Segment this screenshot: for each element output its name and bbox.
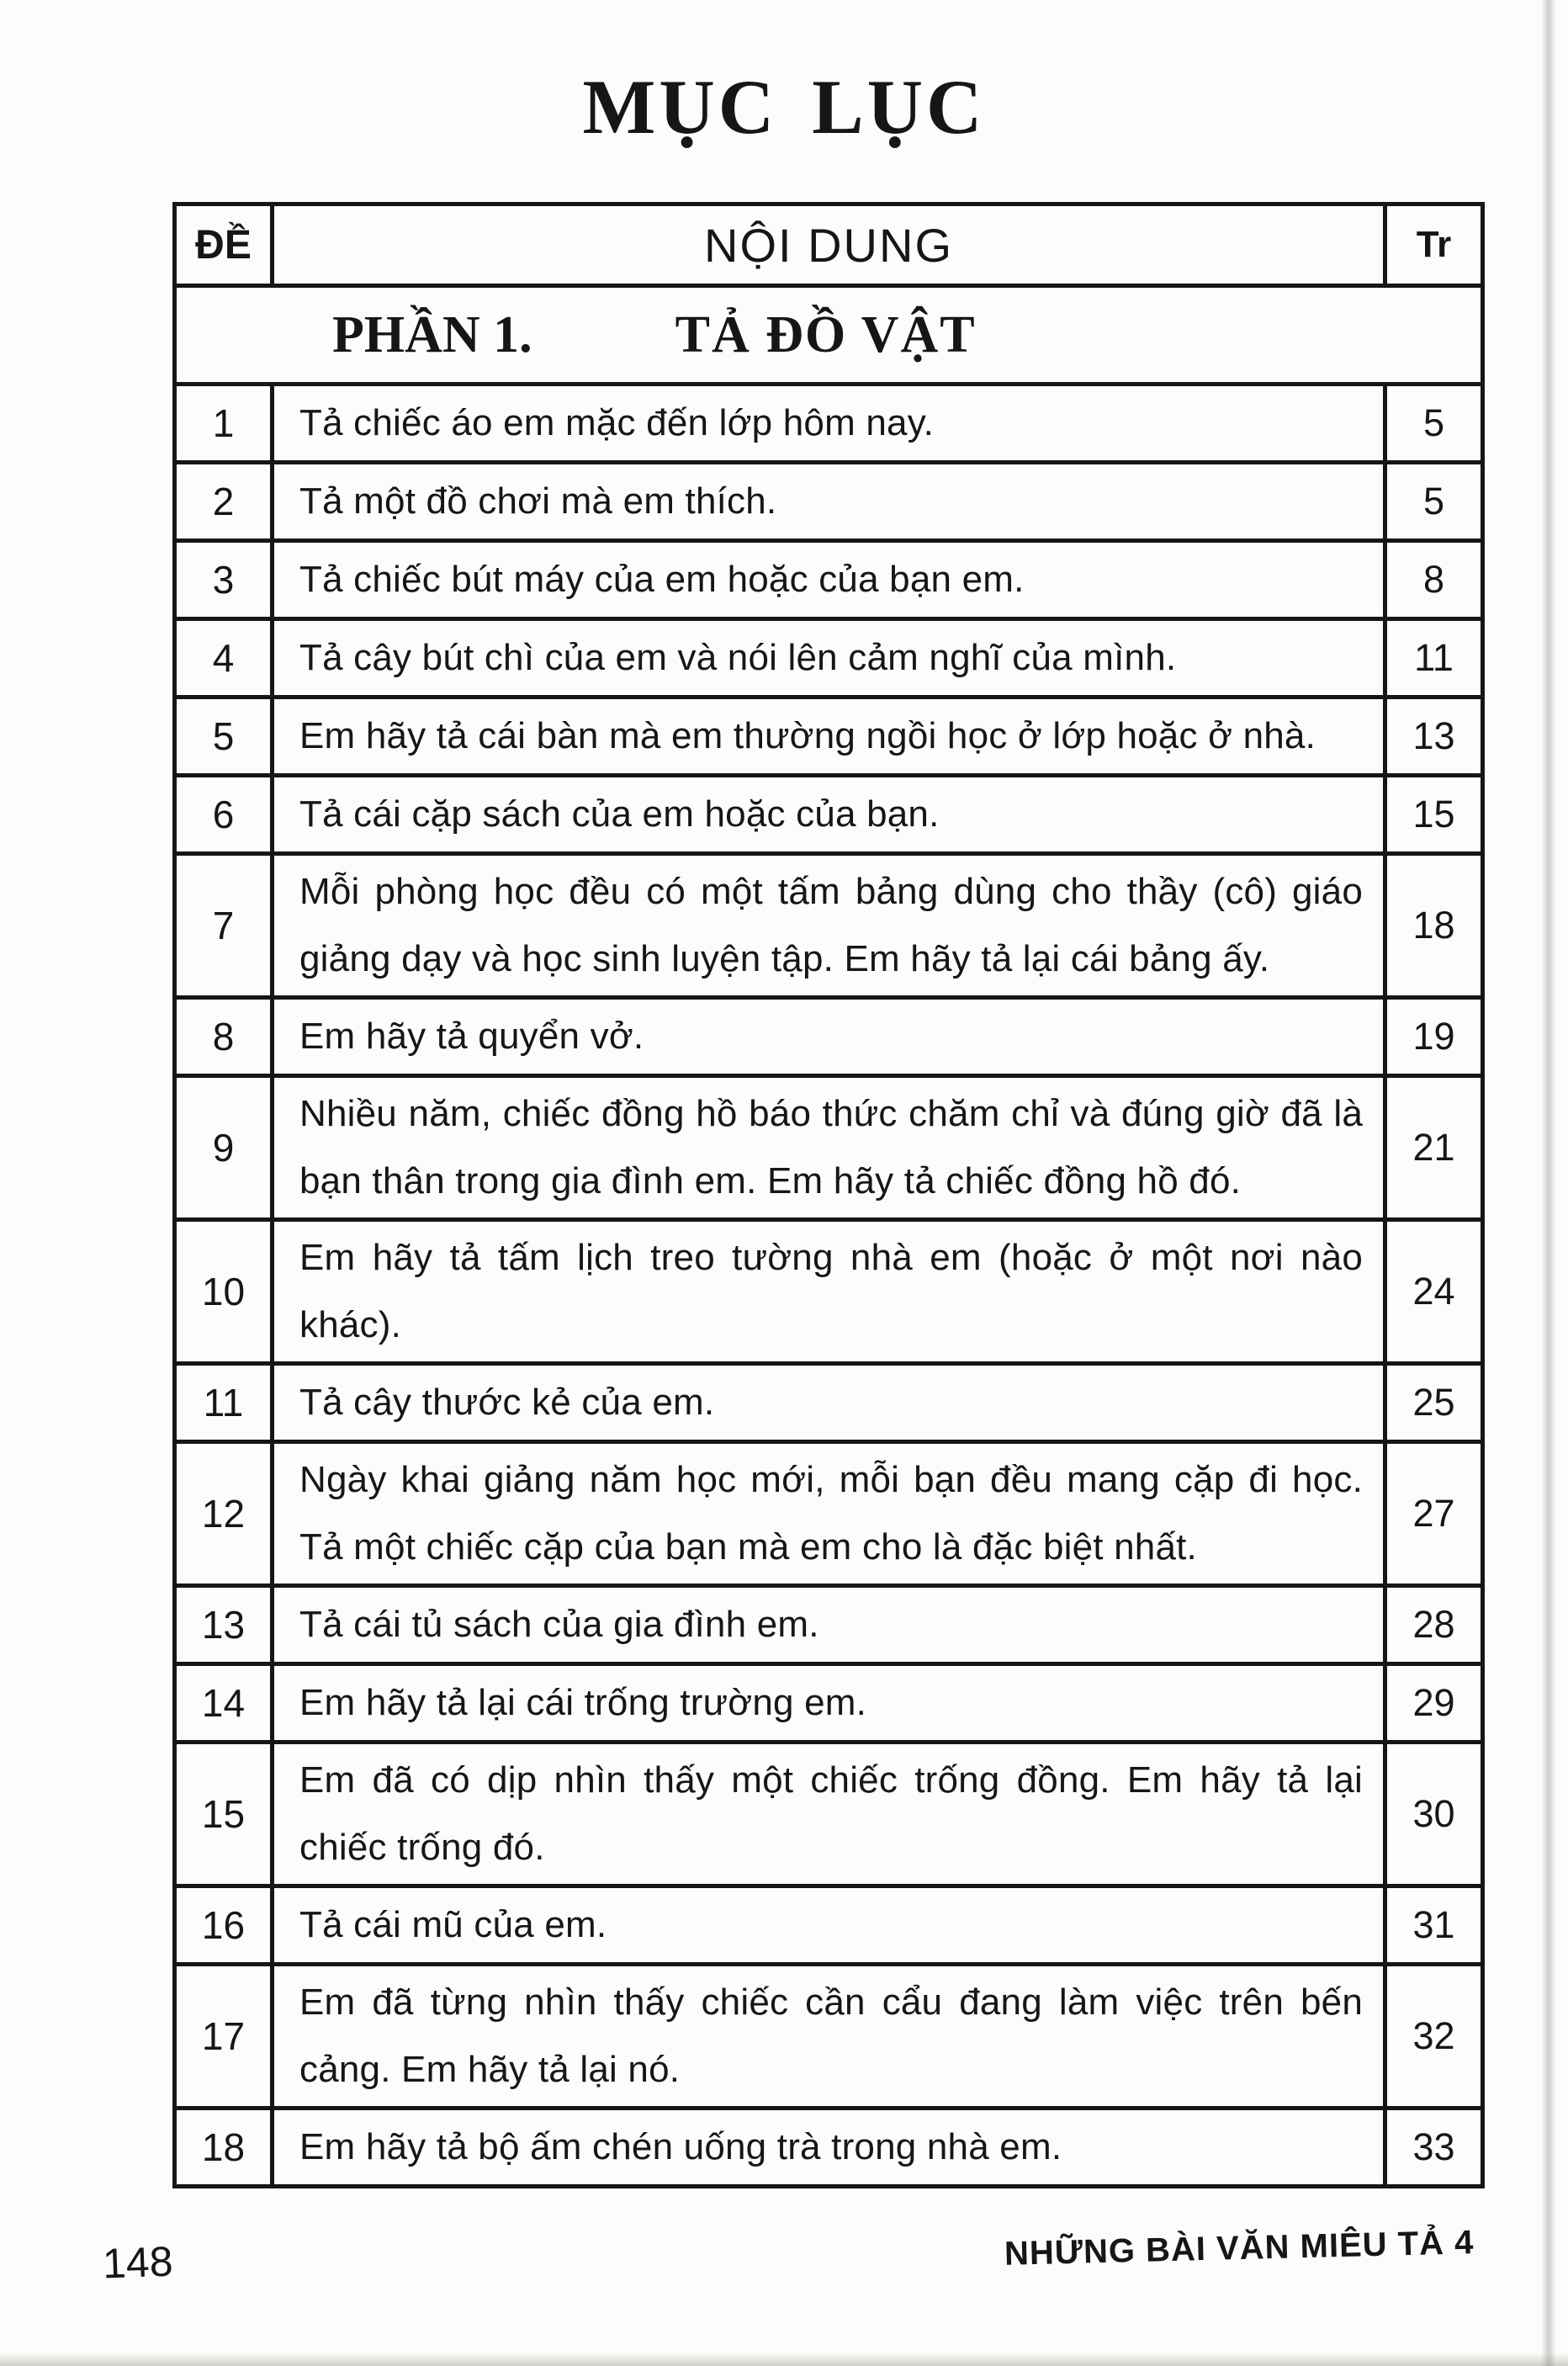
toc-row: [175, 463, 1483, 541]
row-page: 24: [1385, 1220, 1483, 1364]
row-page: 25: [1385, 1364, 1483, 1442]
row-page: 19: [1385, 998, 1483, 1076]
toc-row: [175, 854, 1483, 998]
toc-row: [175, 1743, 1483, 1886]
toc-table: [172, 202, 1485, 2188]
row-number: 9: [175, 1076, 273, 1220]
row-topic: Tả cái tủ sách của gia đình em.: [273, 1586, 1385, 1664]
toc-row: [175, 776, 1483, 854]
toc-row: [175, 541, 1483, 619]
row-page: 28: [1385, 1586, 1483, 1664]
row-topic: Tả cây thước kẻ của em.: [273, 1364, 1385, 1442]
toc-row: [175, 698, 1483, 776]
row-page: 30: [1385, 1743, 1483, 1886]
row-number: 11: [175, 1364, 273, 1442]
row-topic: Tả một đồ chơi mà em thích.: [273, 463, 1385, 541]
footer-page-number: 148: [102, 2237, 174, 2288]
row-topic: Em hãy tả bộ ấm chén uống trà trong nhà em.: [273, 2109, 1385, 2187]
row-topic: Em hãy tả tấm lịch treo tường nhà em (hoặc ở một nơi nào khác).: [273, 1220, 1385, 1364]
row-topic: Em hãy tả quyển vở.: [273, 998, 1385, 1076]
row-number: 1: [175, 385, 273, 463]
toc-row: [175, 1220, 1483, 1364]
row-topic: Mỗi phòng học đều có một tấm bảng dùng cho thầy (cô) giáo giảng dạy và học sinh luyện tập. Em hãy tả lại cái bảng ấy.: [273, 854, 1385, 998]
row-number: 6: [175, 776, 273, 854]
toc-row: [175, 385, 1483, 463]
footer-book-title: NHỮNG BÀI VĂN MIÊU TẢ 4: [1004, 2224, 1475, 2273]
row-page: 18: [1385, 854, 1483, 998]
row-page: 21: [1385, 1076, 1483, 1220]
section-title: TẢ ĐỒ VẬT: [675, 305, 977, 363]
toc-row: [175, 1664, 1483, 1743]
row-number: 15: [175, 1743, 273, 1886]
row-number: 14: [175, 1664, 273, 1743]
row-number: 16: [175, 1886, 273, 1965]
row-topic: Ngày khai giảng năm học mới, mỗi bạn đều mang cặp đi học. Tả một chiếc cặp của bạn mà em cho là đặc biệt nhất.: [273, 1442, 1385, 1586]
toc-header-row: [175, 204, 1483, 286]
row-topic: Tả chiếc bút máy của em hoặc của bạn em.: [273, 541, 1385, 619]
section-cell: [175, 286, 1483, 385]
row-number: 3: [175, 541, 273, 619]
toc-row: [175, 1442, 1483, 1586]
row-page: 31: [1385, 1886, 1483, 1965]
row-topic: Nhiều năm, chiếc đồng hồ báo thức chăm chỉ và đúng giờ đã là bạn thân trong gia đình em. Em hãy tả chiếc đồng hồ đó.: [273, 1076, 1385, 1220]
section-label: PHẦN 1.: [332, 305, 532, 363]
row-page: 32: [1385, 1965, 1483, 2109]
row-page: 5: [1385, 463, 1483, 541]
row-topic: Em đã từng nhìn thấy chiếc cần cẩu đang làm việc trên bến cảng. Em hãy tả lại nó.: [273, 1965, 1385, 2109]
row-topic: Em hãy tả lại cái trống trường em.: [273, 1664, 1385, 1743]
toc-row: [175, 1076, 1483, 1220]
scan-bottom-artifact: [0, 2353, 1568, 2366]
row-number: 13: [175, 1586, 273, 1664]
row-number: 12: [175, 1442, 273, 1586]
toc-row: [175, 619, 1483, 698]
row-page: 29: [1385, 1664, 1483, 1743]
column-header-de: ĐỀ: [175, 204, 273, 286]
row-page: 15: [1385, 776, 1483, 854]
row-topic: Tả cái cặp sách của em hoặc của bạn.: [273, 776, 1385, 854]
toc-row: [175, 1364, 1483, 1442]
row-number: 4: [175, 619, 273, 698]
row-number: 7: [175, 854, 273, 998]
toc-body: [175, 385, 1483, 2187]
column-header-tr: Tr: [1385, 204, 1483, 286]
row-page: 5: [1385, 385, 1483, 463]
section-row: [175, 286, 1483, 385]
row-number: 5: [175, 698, 273, 776]
row-topic: Tả cái mũ của em.: [273, 1886, 1385, 1965]
toc-row: [175, 1586, 1483, 1664]
row-number: 18: [175, 2109, 273, 2187]
toc-row: [175, 998, 1483, 1076]
row-page: 13: [1385, 698, 1483, 776]
row-topic: Em đã có dịp nhìn thấy một chiếc trống đồng. Em hãy tả lại chiếc trống đó.: [273, 1743, 1385, 1886]
row-number: 10: [175, 1220, 273, 1364]
toc-row: [175, 1886, 1483, 1965]
row-page: 33: [1385, 2109, 1483, 2187]
row-number: 2: [175, 463, 273, 541]
scan-edge-artifact: [1541, 0, 1556, 2366]
page-title: MỤC LỤC: [582, 64, 986, 150]
toc-row: [175, 1965, 1483, 2109]
row-page: 11: [1385, 619, 1483, 698]
row-topic: Tả chiếc áo em mặc đến lớp hôm nay.: [273, 385, 1385, 463]
column-header-noidung: NỘI DUNG: [273, 204, 1385, 286]
row-number: 17: [175, 1965, 273, 2109]
row-topic: Em hãy tả cái bàn mà em thường ngồi học ở lớp hoặc ở nhà.: [273, 698, 1385, 776]
toc-row: [175, 2109, 1483, 2187]
row-number: 8: [175, 998, 273, 1076]
row-page: 27: [1385, 1442, 1483, 1586]
row-topic: Tả cây bút chì của em và nói lên cảm nghĩ của mình.: [273, 619, 1385, 698]
row-page: 8: [1385, 541, 1483, 619]
